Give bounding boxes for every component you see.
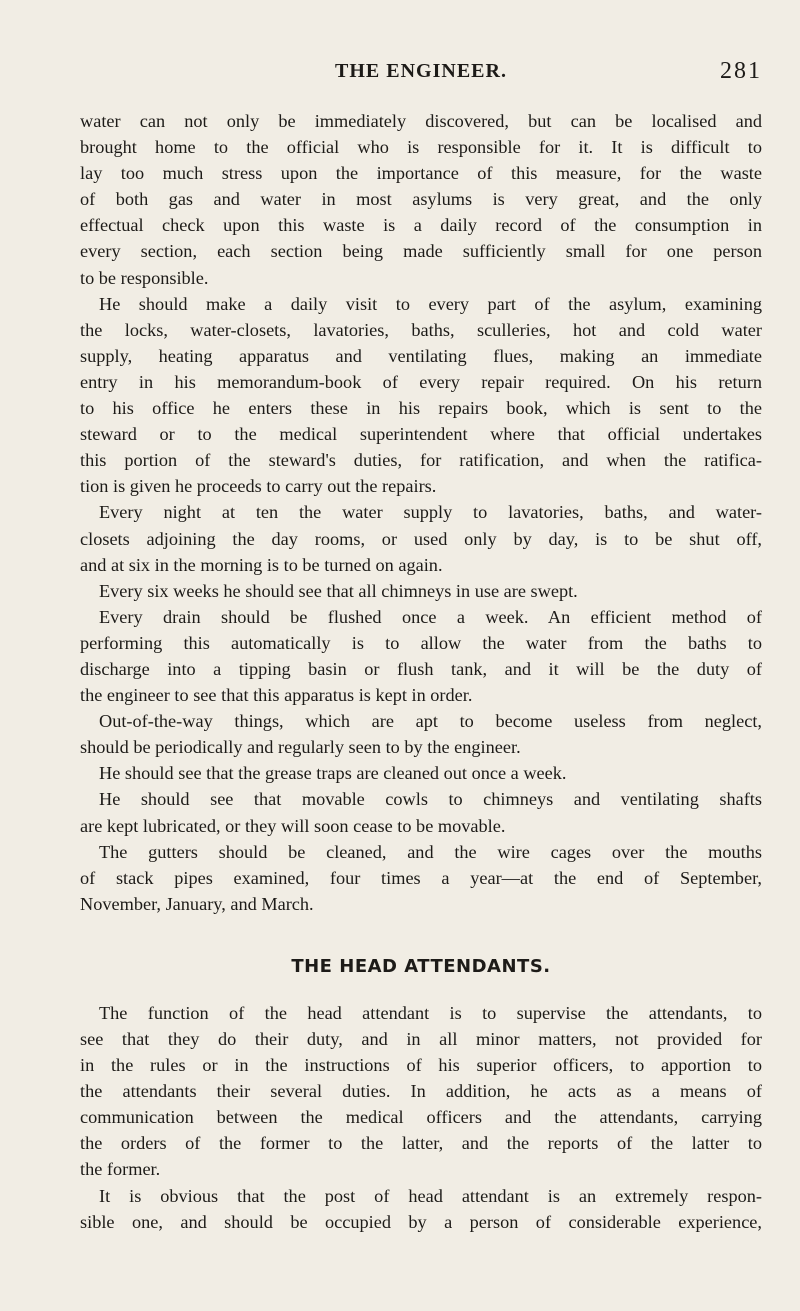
paragraph [80,108,762,291]
text-line: in the rules or in the instructions of his superior officers, to apportion to [80,1055,762,1076]
paragraph [80,760,762,786]
text-line: It is obvious that the post of head attendant is an extremely respon- [99,1185,762,1206]
paragraph [80,839,762,917]
text-line: He should see that the grease traps are cleaned out once a week. [99,763,567,784]
text-line: The gutters should be cleaned, and the wire cages over the mouths [99,841,762,862]
paragraph [80,578,762,604]
text-line: The function of the head attendant is to supervise the attendants, to [99,1002,762,1023]
text-line: brought home to the official who is responsible for it. It is difficult to [80,137,762,158]
text-line: supply, heating apparatus and ventilating flues, making an immediate [80,345,762,366]
text-line: He should make a daily visit to every part of the asylum, examining [99,293,762,314]
text-line: lay too much stress upon the importance of this measure, for the waste [80,163,762,184]
paragraph [80,786,762,838]
section-heading: THE HEAD ATTENDANTS. [291,955,551,977]
paragraph [80,291,762,500]
text-line: Every six weeks he should see that all chimneys in use are swept. [99,580,578,601]
paragraph [80,708,762,760]
paragraph [80,1183,762,1235]
text-line: to his office he enters these in his repairs book, which is sent to the [80,398,762,419]
text-line: entry in his memorandum-book of every repair required. On his return [80,371,762,392]
text-line: to be responsible. [80,267,209,288]
paragraph [80,604,762,708]
text-line: should be periodically and regularly seen to by the engineer. [80,737,521,758]
section-head-attendants [80,1000,762,1235]
paragraph [80,499,762,577]
text-line: every section, each section being made sufficiently small for one person [80,241,762,262]
text-line: water can not only be immediately discovered, but can be localised and [80,111,762,131]
text-line: November, January, and March. [80,893,314,914]
text-line: communication between the medical officers and the attendants, carrying [80,1107,762,1128]
text-line: the former. [80,1159,161,1180]
text-line: Out-of-the-way things, which are apt to become useless from neglect, [99,711,762,732]
text-line: of both gas and water in most asylums is very great, and the only [80,189,762,210]
text-line: of stack pipes examined, four times a year—at the end of September, [80,867,762,888]
body-text [80,108,762,1235]
text-line: performing this automatically is to allow the water from the baths to [80,632,762,653]
text-line: sible one, and should be occupied by a person of considerable experience, [80,1211,762,1232]
page-number: 281 [720,58,762,84]
text-line: discharge into a tipping basin or flush tank, and it will be the duty of [80,658,762,679]
section-engineer [80,108,762,917]
text-line: the orders of the former to the latter, and the reports of the latter to [80,1133,762,1154]
text-line: see that they do their duty, and in all minor matters, not provided for [80,1029,762,1049]
running-head [80,60,762,90]
text-line: tion is given he proceeds to carry out the repairs. [80,476,437,497]
text-line: the engineer to see that this apparatus is kept in order. [80,685,473,706]
text-line: the attendants their several duties. In addition, he acts as a means of [80,1081,762,1102]
paragraph [80,1000,762,1183]
text-line: this portion of the steward's duties, for ratification, and when the ratifica- [80,450,762,471]
text-line: Every night at ten the water supply to lavatories, baths, and water- [99,502,762,523]
text-line: steward or to the medical superintendent where that official undertakes [80,424,762,445]
text-line: effectual check upon this waste is a daily record of the consumption in [80,215,762,236]
text-line: Every drain should be flushed once a week. An efficient method of [99,606,762,627]
text-line: He should see that movable cowls to chimneys and ventilating shafts [99,789,762,810]
running-title: THE ENGINEER. [335,60,507,82]
text-line: the locks, water-closets, lavatories, baths, sculleries, hot and cold water [80,319,762,340]
text-line: and at six in the morning is to be turned on again. [80,554,443,575]
text-line: are kept lubricated, or they will soon cease to be movable. [80,815,506,836]
text-line: closets adjoining the day rooms, or used only by day, is to be shut off, [80,528,762,549]
